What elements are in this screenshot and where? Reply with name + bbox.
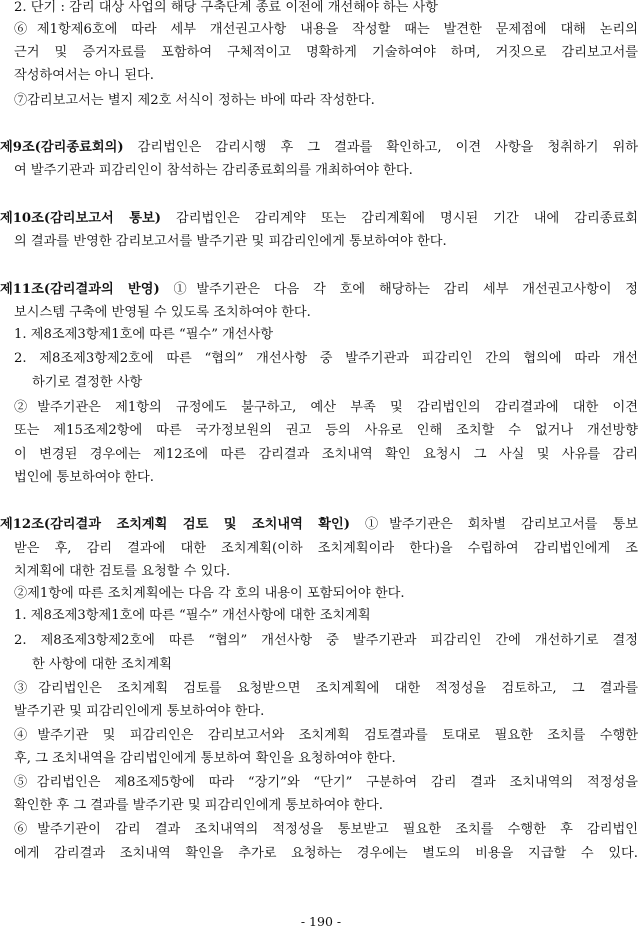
article-9-line-1: 제9조(감리종료회의) 감리법인은 감리시행 후 그 결과를 확인하고, 이견 사항을 청취하기 위하 [0,140,638,155]
text-line: 2. 제8조제3항제2호에 따른 “협의” 개선사항 중 발주기관과 피감리인 간에 개선하기로 결정 [14,633,638,648]
text-line: 발주기관 및 피감리인에게 통보하여야 한다. [14,704,265,719]
text-line: ⑥제1항제6호에 따라 세부 개선권고사항 내용을 작성할 때는 발견한 문제점에 대해 논리의 [14,22,638,37]
text-line: ②제1항에 따른 조치계획에는 다음 각 호의 내용이 포함되어야 한다. [14,586,405,601]
article-11-line-1: 제11조(감리결과의 반영) ①발주기관은 다음 각 호에 해당하는 감리 세부 개선권고사항이 정 [0,282,638,297]
text-line: 2. 제8조제3항제2호에 따른 “협의” 개선사항 중 발주기관과 피감리인 간의 협의에 따라 개선 [14,351,638,366]
article-11-title: 제11조(감리결과의 반영) [0,282,160,297]
text-line: ⑥발주기관이 감리 결과 조치내역의 적정성을 통보받고 필요한 조치를 수행한 후 감리법인 [14,822,638,837]
text-line: 후, 그 조치내역을 감리법인에게 통보하여 확인을 요청하여야 한다. [14,751,396,766]
text-line: 하기로 결정한 사항 [32,375,143,390]
text-line: 법인에 통보하여야 한다. [14,470,154,485]
text-line: 한 사항에 대한 조치계획 [32,657,172,672]
text-line: ④발주기관 및 피감리인은 감리보고서와 조치계획 검토결과를 토대로 필요한 조치를 수행한 [14,728,638,743]
text-line: 보시스템 구축에 반영될 수 있도록 조치하여야 한다. [14,305,311,320]
page-number: - 190 - [300,914,342,929]
text-line: 또는 제15조제2항에 따른 국가정보원의 권고 등의 사유로 인해 조치할 수 없거나 개선방향 [14,423,638,438]
text-line: 2. 단기 : 감리 대상 사업의 해당 구축단계 종료 이전에 개선해야 하는 사항 [14,0,439,15]
text-line: 받은 후, 감리 결과에 대한 조치계획(이하 조치계획이라 한다)을 수립하여 감리법인에게 조 [14,541,638,556]
article-10-line-1: 제10조(감리보고서 통보) 감리법인은 감리계약 또는 감리계획에 명시된 기간 내에 감리종료회 [0,211,638,226]
text-line: ⑤감리법인은 제8조제5항에 따라 “장기”와 “단기” 구분하여 감리 결과 조치내역의 적정성을 [14,775,638,790]
text-line: 이 변경된 경우에는 제12조에 따른 감리결과 조치내역 확인 요청시 그 사실 및 사유를 감리 [14,447,638,462]
text-line: ③감리법인은 조치계획 검토를 요청받으면 조치계획에 대한 적정성을 검토하고, 그 결과를 [14,681,638,696]
article-9-title: 제9조(감리종료회의) [0,140,124,155]
text-line: 근거 및 증거자료를 포함하여 구체적이고 명확하게 기술하여야 하며, 거짓으로 감리보고서를 [14,45,638,60]
article-12-title: 제12조(감리결과 조치계획 검토 및 조치내역 확인) [0,517,351,532]
text-line: 작성하여서는 아니 된다. [14,68,154,83]
text-line: ②발주기관은 제1항의 규정에도 불구하고, 예산 부족 및 감리법인의 감리결과에 대한 이견 [14,400,638,415]
article-10-title: 제10조(감리보고서 통보) [0,211,161,226]
text-line: 1. 제8조제3항제1호에 따른 “필수” 개선사항에 대한 조치계획 [14,608,371,623]
text-line: 여 발주기관과 피감리인이 참석하는 감리종료회의를 개최하여야 한다. [14,163,413,178]
text-line: 에게 감리결과 조치내역 확인을 추가로 요청하는 경우에는 별도의 비용을 지급할 수 있다. [14,846,638,861]
text-line: 의 결과를 반영한 감리보고서를 발주기관 및 피감리인에게 통보하여야 한다. [14,234,447,249]
text-line: 1. 제8조제3항제1호에 따른 “필수” 개선사항 [14,327,274,342]
text-line: 확인한 후 그 결과를 발주기관 및 피감리인에게 통보하여야 한다. [14,798,383,813]
text-line: ⑦감리보고서는 별지 제2호 서식이 정하는 바에 따라 작성한다. [14,93,375,108]
text-line: 치계획에 대한 검토를 요청할 수 있다. [14,564,231,579]
article-12-line-1: 제12조(감리결과 조치계획 검토 및 조치내역 확인) ①발주기관은 회차별 감리보고서를 통보 [0,517,638,532]
